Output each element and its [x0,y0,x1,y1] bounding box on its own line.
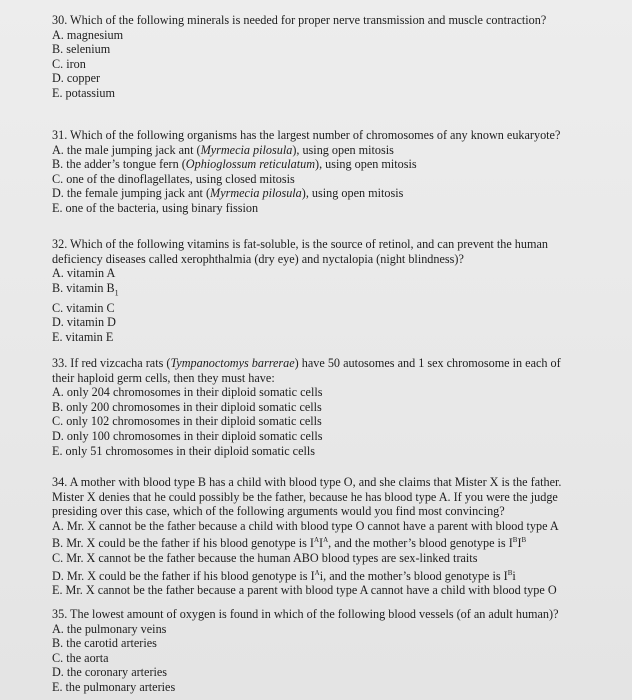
question-35-option-b: B. the carotid arteries [52,636,157,651]
question-32-option-d: D. vitamin D [52,315,116,330]
question-35-stem: 35. The lowest amount of oxygen is found in which of the following blood vessels (of an adult human)? [52,607,559,621]
question-32 [52,237,618,345]
question-33-option-b: B. only 200 chromosomes in their diploid somatic cells [52,399,322,414]
question-31-option-a: A. the male jumping jack ant (Myrmecia pilosula), using open mitosis [52,142,394,157]
question-31-option-c: C. one of the dinoflagellates, using closed mitosis [52,171,295,186]
question-33-option-d: D. only 100 chromosomes in their diploid somatic cells [52,428,323,443]
question-30-option-e: E. potassium [52,85,115,100]
question-31-stem: 31. Which of the following organisms has the largest number of chromosomes of any known eukaryote? [52,128,561,142]
question-30-option-c: C. iron [52,56,86,71]
question-33-option-c: C. only 102 chromosomes in their diploid somatic cells [52,414,322,429]
question-30-stem: 30. Which of the following minerals is needed for proper nerve transmission and muscle contraction? [52,13,547,27]
question-34-option-c: C. Mr. X cannot be the father because the human ABO blood types are sex-linked traits [52,551,478,566]
question-35-option-c: C. the aorta [52,650,109,665]
question-32-option-e: E. vitamin E [52,330,114,344]
question-34-option-a: A. Mr. X cannot be the father because a child with blood type O cannot have a parent with blood type A [52,518,559,533]
question-31 [52,128,618,216]
question-34-option-e: E. Mr. X cannot be the father because a parent with blood type A cannot have a child with blood type O [52,583,557,598]
question-35-option-e: E. the pulmonary arteries [52,679,176,694]
question-32-stem-line2: deficiency diseases called xerophthalmia (dry eye) and nyctalopia (night blindness)? [52,251,464,266]
question-32-option-c: C. vitamin C [52,300,115,315]
question-30-option-b: B. selenium [52,42,111,57]
question-33-option-a: A. only 204 chromosomes in their diploid somatic cells [52,385,323,400]
question-30 [52,13,618,101]
question-32-option-b: B. vitamin $B_1$ [52,280,119,298]
question-33-stem-line1: 33. If red vizcacha rats (Tympanoctomys barrerae) have 50 autosomes and 1 sex chromosome in each of [52,356,561,370]
question-35-option-d: D. the coronary arteries [52,665,168,680]
question-34-stem-line3: presiding over this case, which of the following arguments would you find most convincing? [52,504,505,519]
question-33-stem-line2: their haploid germ cells, then they must have: [52,370,275,385]
question-32-stem-line1: 32. Which of the following vitamins is fat-soluble, is the source of retinol, and can prevent the human [52,237,548,251]
question-31-option-d: D. the female jumping jack ant (Myrmecia pilosula), using open mitosis [52,186,404,201]
question-31-option-b: B. the adder’s tongue fern (Ophioglossum reticulatum), using open mitosis [52,157,417,172]
question-34 [52,475,618,598]
question-30-option-a: A. magnesium [52,27,124,42]
question-34-stem-line2: Mister X denies that he could possibly be the father, because he has blood type A. If you were the judge [52,489,558,504]
question-30-option-d: D. copper [52,71,101,86]
question-35 [52,607,618,695]
question-33 [52,356,618,458]
question-34-option-d: D. Mr. X could be the father if his blood genotype is $I^Ai$, and the mother’s blood genotype is $I^Bi$ [52,568,516,583]
question-34-option-b: B. Mr. X could be the father if his blood genotype is $I^AI^A$, and the mother’s blood genotype is $I^BI^B$ [52,536,527,551]
question-31-option-e: E. one of the bacteria, using binary fission [52,200,259,215]
question-35-option-a: A. the pulmonary veins [52,621,167,636]
question-33-option-e: E. only 51 chromosomes in their diploid somatic cells [52,443,316,458]
question-34-stem-line1: 34. A mother with blood type B has a child with blood type O, and she claims that Mister X is the father. [52,475,562,489]
question-32-option-a: A. vitamin A [52,266,116,281]
